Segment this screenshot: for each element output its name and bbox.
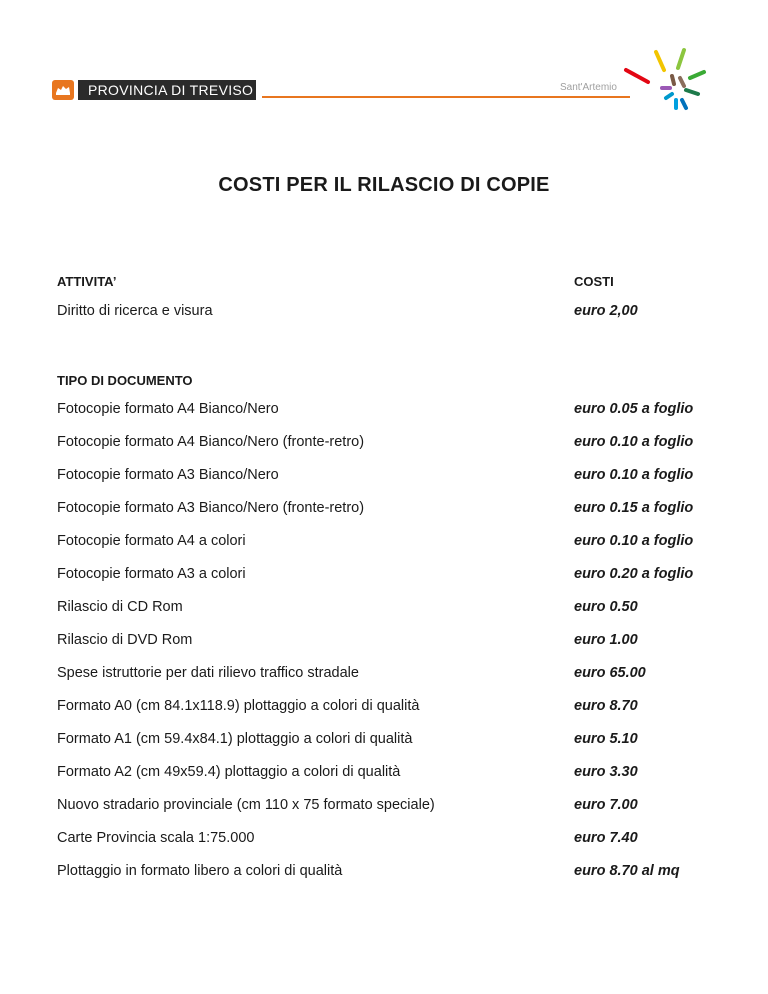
fee-price: euro 8.70 bbox=[574, 698, 638, 714]
fee-price: euro 2,00 bbox=[574, 303, 638, 319]
section-heading-document-type: TIPO DI DOCUMENTO bbox=[57, 373, 193, 388]
fee-label: Diritto di ricerca e visura bbox=[57, 303, 213, 319]
province-name: PROVINCIA DI TREVISO bbox=[78, 80, 256, 100]
fee-label: Nuovo stradario provinciale (cm 110 x 75 formato speciale) bbox=[57, 797, 435, 813]
fee-price: euro 7.00 bbox=[574, 797, 638, 813]
fee-price: euro 0.05 a foglio bbox=[574, 401, 694, 417]
fee-label: Plottaggio in formato libero a colori di qualità bbox=[57, 863, 343, 879]
fee-price: euro 3.30 bbox=[574, 764, 638, 780]
fee-label: Spese istruttorie per dati rilievo traffico stradale bbox=[57, 665, 359, 681]
fee-label: Fotocopie formato A4 Bianco/Nero bbox=[57, 401, 279, 417]
fee-row bbox=[0, 566, 768, 586]
fee-price: euro 0.10 a foglio bbox=[574, 434, 694, 450]
fee-row-search bbox=[0, 303, 768, 323]
fee-label: Formato A2 (cm 49x59.4) plottaggio a colori di qualità bbox=[57, 764, 401, 780]
fee-price: euro 0.10 a foglio bbox=[574, 467, 694, 483]
fee-label: Fotocopie formato A3 Bianco/Nero (fronte-retro) bbox=[57, 500, 365, 516]
page-header bbox=[0, 0, 768, 140]
fee-row bbox=[0, 830, 768, 850]
fee-price: euro 7.40 bbox=[574, 830, 638, 846]
fee-label: Rilascio di DVD Rom bbox=[57, 632, 193, 648]
fee-row bbox=[0, 467, 768, 487]
fee-row bbox=[0, 764, 768, 784]
fee-label: Fotocopie formato A4 a colori bbox=[57, 533, 246, 549]
fee-price: euro 0.15 a foglio bbox=[574, 500, 694, 516]
fee-price: euro 0.10 a foglio bbox=[574, 533, 694, 549]
fee-row bbox=[0, 698, 768, 718]
fee-label: Fotocopie formato A3 Bianco/Nero bbox=[57, 467, 279, 483]
fee-price: euro 8.70 al mq bbox=[574, 863, 680, 879]
fee-label: Fotocopie formato A4 Bianco/Nero (fronte-retro) bbox=[57, 434, 365, 450]
header-divider bbox=[262, 96, 630, 98]
page-title: COSTI PER IL RILASCIO DI COPIE bbox=[218, 174, 550, 196]
fee-row bbox=[0, 500, 768, 520]
column-header-costs: COSTI bbox=[574, 274, 614, 289]
fee-price: euro 65.00 bbox=[574, 665, 646, 681]
fee-row bbox=[0, 632, 768, 652]
fee-label: Formato A0 (cm 84.1x118.9) plottaggio a colori di qualità bbox=[57, 698, 420, 714]
fee-row bbox=[0, 401, 768, 421]
brand-label: Sant'Artemio bbox=[560, 82, 617, 93]
fee-row bbox=[0, 665, 768, 685]
fee-price: euro 0.20 a foglio bbox=[574, 566, 694, 582]
fee-label: Carte Provincia scala 1:75.000 bbox=[57, 830, 255, 846]
fee-row bbox=[0, 863, 768, 883]
sunburst-logo-icon bbox=[612, 44, 716, 118]
coat-of-arms-icon bbox=[52, 80, 74, 100]
fee-row bbox=[0, 434, 768, 454]
fee-price: euro 1.00 bbox=[574, 632, 638, 648]
fee-row bbox=[0, 533, 768, 553]
fee-price: euro 5.10 bbox=[574, 731, 638, 747]
fee-row bbox=[0, 797, 768, 817]
fee-row bbox=[0, 731, 768, 751]
fee-row bbox=[0, 599, 768, 619]
fee-label: Rilascio di CD Rom bbox=[57, 599, 183, 615]
fee-price: euro 0.50 bbox=[574, 599, 638, 615]
fee-label: Fotocopie formato A3 a colori bbox=[57, 566, 246, 582]
fee-label: Formato A1 (cm 59.4x84.1) plottaggio a colori di qualità bbox=[57, 731, 413, 747]
column-header-activity: ATTIVITA’ bbox=[57, 274, 117, 289]
